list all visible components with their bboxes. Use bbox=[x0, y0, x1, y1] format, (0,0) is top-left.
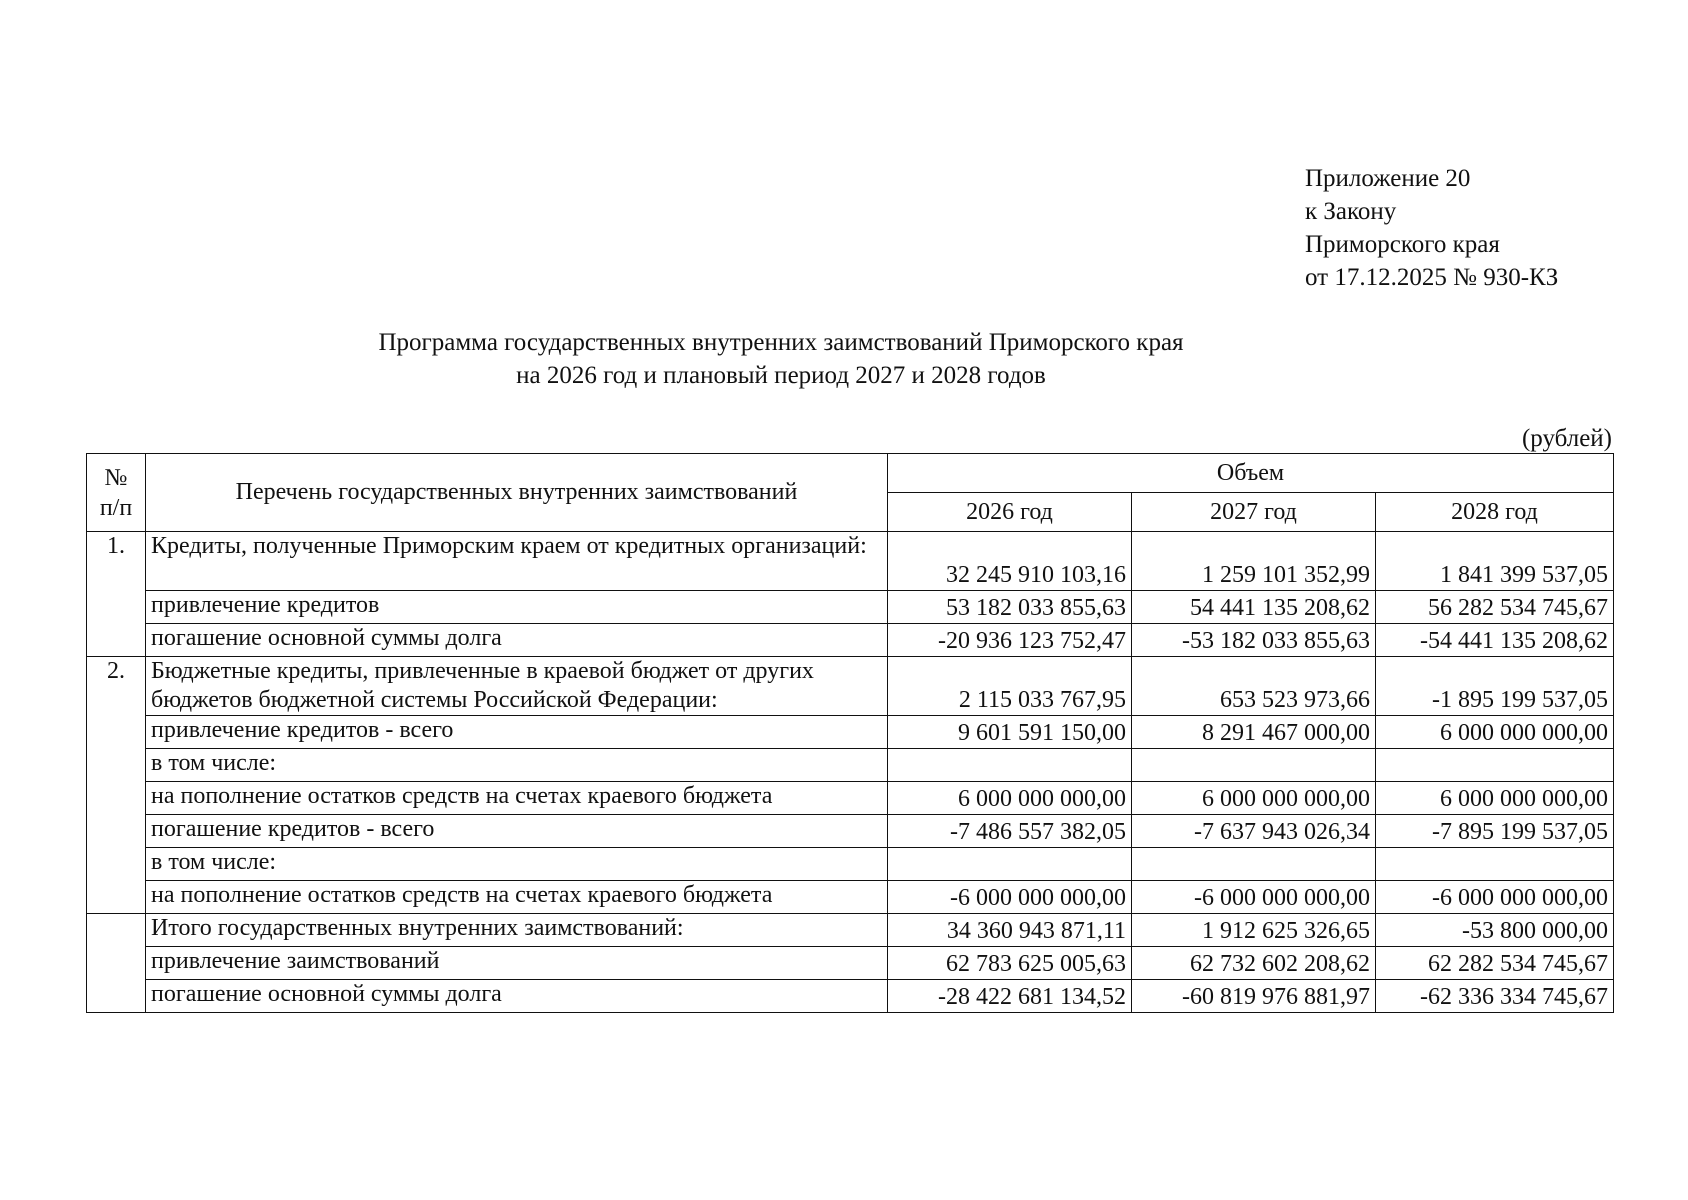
value-2028 bbox=[1376, 848, 1614, 881]
table-row bbox=[87, 716, 1614, 749]
table-row bbox=[87, 657, 1614, 716]
value-2028: -53 800 000,00 bbox=[1376, 914, 1614, 947]
value-2026: 6 000 000 000,00 bbox=[888, 782, 1132, 815]
value-2027: 1 912 625 326,65 bbox=[1132, 914, 1376, 947]
value-2026: 53 182 033 855,63 bbox=[888, 591, 1132, 624]
table-row bbox=[87, 591, 1614, 624]
table-row bbox=[87, 980, 1614, 1013]
value-2026: -6 000 000 000,00 bbox=[888, 881, 1132, 914]
header-num: № п/п bbox=[87, 454, 146, 532]
table-row bbox=[87, 749, 1614, 782]
table-row bbox=[87, 782, 1614, 815]
table-row bbox=[87, 624, 1614, 657]
value-2027: 1 259 101 352,99 bbox=[1132, 532, 1376, 591]
value-2028: -62 336 334 745,67 bbox=[1376, 980, 1614, 1013]
header-year-2027: 2027 год bbox=[1132, 493, 1376, 532]
units-label: (рублей) bbox=[1521, 425, 1612, 452]
value-2027: -7 637 943 026,34 bbox=[1132, 815, 1376, 848]
value-2027: 6 000 000 000,00 bbox=[1132, 782, 1376, 815]
title-line: Программа государственных внутренних заимствований Приморского края bbox=[378, 329, 1184, 356]
table-row bbox=[87, 914, 1614, 947]
value-2028: -6 000 000 000,00 bbox=[1376, 881, 1614, 914]
value-2027: -60 819 976 881,97 bbox=[1132, 980, 1376, 1013]
header-volume: Объем bbox=[888, 454, 1614, 493]
value-2028: -1 895 199 537,05 bbox=[1376, 657, 1614, 716]
value-2026: 2 115 033 767,95 bbox=[888, 657, 1132, 716]
row-name: в том числе: bbox=[146, 749, 888, 782]
value-2028: 62 282 534 745,67 bbox=[1376, 947, 1614, 980]
value-2028: 6 000 000 000,00 bbox=[1376, 782, 1614, 815]
header-year-2028: 2028 год bbox=[1376, 493, 1614, 532]
value-2026: 9 601 591 150,00 bbox=[888, 716, 1132, 749]
row-name: Итого государственных внутренних заимствований: bbox=[146, 914, 888, 947]
title-line: на 2026 год и плановый период 2027 и 2028 годов bbox=[516, 362, 1046, 389]
value-2026: 32 245 910 103,16 bbox=[888, 532, 1132, 591]
table-row bbox=[87, 815, 1614, 848]
value-2028 bbox=[1376, 749, 1614, 782]
value-2027 bbox=[1132, 848, 1376, 881]
header-row bbox=[87, 454, 1614, 493]
value-2027: -6 000 000 000,00 bbox=[1132, 881, 1376, 914]
value-2026: -7 486 557 382,05 bbox=[888, 815, 1132, 848]
appendix-line: Приложение 20 bbox=[1305, 165, 1471, 192]
row-name: Кредиты, полученные Приморским краем от кредитных организаций: bbox=[146, 532, 888, 591]
value-2028: 56 282 534 745,67 bbox=[1376, 591, 1614, 624]
value-2026: 34 360 943 871,11 bbox=[888, 914, 1132, 947]
appendix-block bbox=[1305, 162, 1558, 294]
row-name: на пополнение остатков средств на счетах краевого бюджета bbox=[146, 881, 888, 914]
table-row bbox=[87, 532, 1614, 591]
value-2026: -20 936 123 752,47 bbox=[888, 624, 1132, 657]
table-row bbox=[87, 881, 1614, 914]
value-2028: -54 441 135 208,62 bbox=[1376, 624, 1614, 657]
document-title bbox=[0, 326, 1688, 392]
table-row bbox=[87, 947, 1614, 980]
row-num: 2. bbox=[87, 657, 146, 914]
value-2027: -53 182 033 855,63 bbox=[1132, 624, 1376, 657]
row-name: погашение основной суммы долга bbox=[146, 980, 888, 1013]
value-2027: 653 523 973,66 bbox=[1132, 657, 1376, 716]
row-name: привлечение кредитов - всего bbox=[146, 716, 888, 749]
value-2027: 62 732 602 208,62 bbox=[1132, 947, 1376, 980]
value-2026 bbox=[888, 749, 1132, 782]
row-name: погашение основной суммы долга bbox=[146, 624, 888, 657]
value-2028: 1 841 399 537,05 bbox=[1376, 532, 1614, 591]
appendix-line: Приморского края bbox=[1305, 231, 1500, 258]
header-year-2026: 2026 год bbox=[888, 493, 1132, 532]
value-2026: 62 783 625 005,63 bbox=[888, 947, 1132, 980]
header-name: Перечень государственных внутренних заимствований bbox=[146, 454, 888, 532]
row-name: привлечение заимствований bbox=[146, 947, 888, 980]
value-2026 bbox=[888, 848, 1132, 881]
appendix-line: от 17.12.2025 № 930-КЗ bbox=[1305, 264, 1559, 291]
value-2027: 54 441 135 208,62 bbox=[1132, 591, 1376, 624]
row-name: в том числе: bbox=[146, 848, 888, 881]
appendix-line: к Закону bbox=[1305, 198, 1397, 225]
borrowings-table bbox=[86, 453, 1614, 1013]
value-2028: -7 895 199 537,05 bbox=[1376, 815, 1614, 848]
row-num bbox=[87, 914, 146, 1013]
table-row bbox=[87, 848, 1614, 881]
value-2026: -28 422 681 134,52 bbox=[888, 980, 1132, 1013]
row-num: 1. bbox=[87, 532, 146, 657]
value-2027: 8 291 467 000,00 bbox=[1132, 716, 1376, 749]
row-name: погашение кредитов - всего bbox=[146, 815, 888, 848]
row-name: привлечение кредитов bbox=[146, 591, 888, 624]
value-2028: 6 000 000 000,00 bbox=[1376, 716, 1614, 749]
value-2027 bbox=[1132, 749, 1376, 782]
row-name: на пополнение остатков средств на счетах краевого бюджета bbox=[146, 782, 888, 815]
row-name: Бюджетные кредиты, привлеченные в краевой бюджет от других бюджетов бюджетной системы Российской Федерации: bbox=[146, 657, 888, 716]
